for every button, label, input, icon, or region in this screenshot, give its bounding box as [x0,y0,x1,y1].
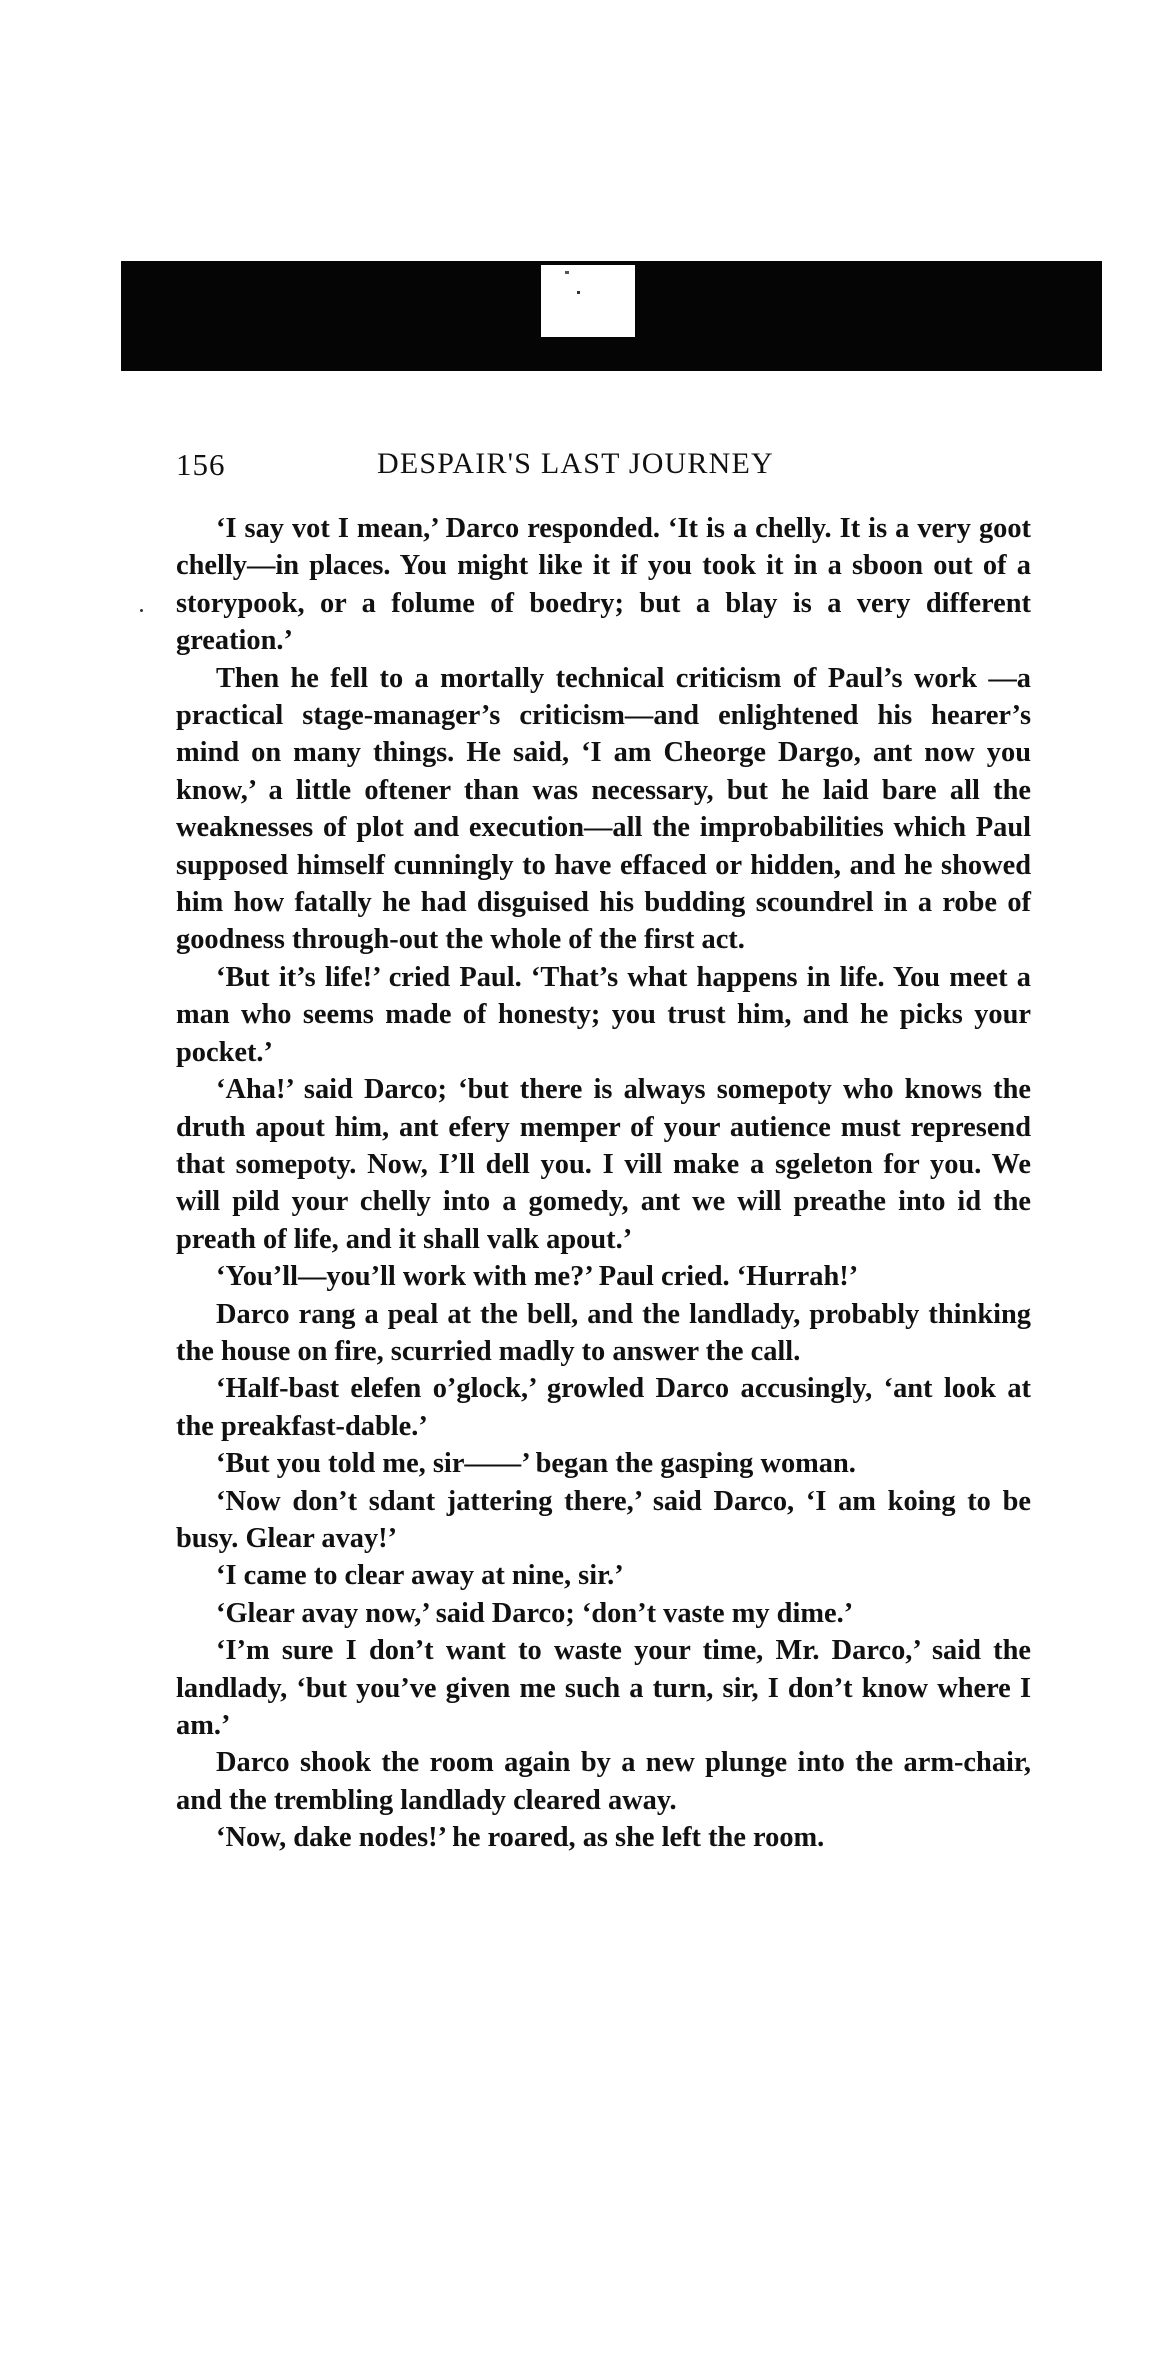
paragraph: ‘I came to clear away at nine, sir.’ [216,1560,624,1592]
paragraph: ‘I’m sure I don’t want to waste your time, Mr. Darco,’ said the landlady, ‘but you’ve given me such a turn, sir, I don’t know where I am.’ [176,1635,1031,1741]
page-header [176,447,1031,487]
paragraph: ‘Now don’t sdant jattering there,’ said Darco, ‘I am koing to be busy. Glear avay!’ [176,1485,1031,1554]
margin-speck [140,609,143,612]
scan-speck [565,271,569,274]
page-number: 156 [176,447,226,482]
running-title: DESPAIR'S LAST JOURNEY [377,447,774,480]
paragraph: Darco rang a peal at the bell, and the landlady, probably thinking the house on fire, scurried madly to answer the call. [176,1298,1031,1367]
paragraph: ‘Glear avay now,’ said Darco; ‘don’t vaste my dime.’ [216,1597,854,1629]
paragraph: ‘But it’s life!’ cried Paul. ‘That’s what happens in life. You meet a man who seems made of honesty; you trust him, and he picks your pocket.’ [176,961,1031,1068]
paragraph: Then he fell to a mortally technical criticism of Paul’s work —a practical stage-manager’s criticism—and enlightened his hearer’s mind on many things. He said, ‘I am Cheorge Dargo, ant now you know,’ a little oftener than was necessary, but he laid bare all the weaknesses of plot and execution—all the improbabilities which Paul supposed himself cunningly to have effaced or hidden, and he showed him how fatally he had disguised his budding scoundrel in a robe of goodness through-out the whole of the first act. [176,662,1031,956]
paragraph: ‘Aha!’ said Darco; ‘but there is always somepoty who knows the druth apout him, ant efery memper of your autience must represend that somepoty. Now, I’ll dell you. I vill make a sgeleton for you. We will pild your chelly into a gomedy, ant we will preathe into id the preath of life, and it shall valk apout.’ [176,1074,1031,1255]
paragraph: ‘You’ll—you’ll work with me?’ Paul cried. ‘Hurrah!’ [216,1261,859,1293]
scan-white-tab [541,265,635,337]
paragraph: Darco shook the room again by a new plunge into the arm-chair, and the trembling landlady cleared away. [176,1747,1031,1816]
scan-black-bar [121,261,1102,371]
paragraph: ‘Half-bast elefen o’glock,’ growled Darco accusingly, ‘ant look at the preakfast-dable.’ [176,1373,1031,1442]
paragraph: ‘Now, dake nodes!’ he roared, as she left the room. [216,1822,825,1854]
body-text [176,510,1031,1857]
scan-speck [577,291,580,294]
paragraph: ‘But you told me, sir——’ began the gasping woman. [216,1448,856,1480]
paragraph: ‘I say vot I mean,’ Darco responded. ‘It is a chelly. It is a very goot chelly—in places. You might like it if you took it in a sboon out of a storypook, or a folume of boedry; but a blay is a very different greation.’ [176,513,1031,657]
